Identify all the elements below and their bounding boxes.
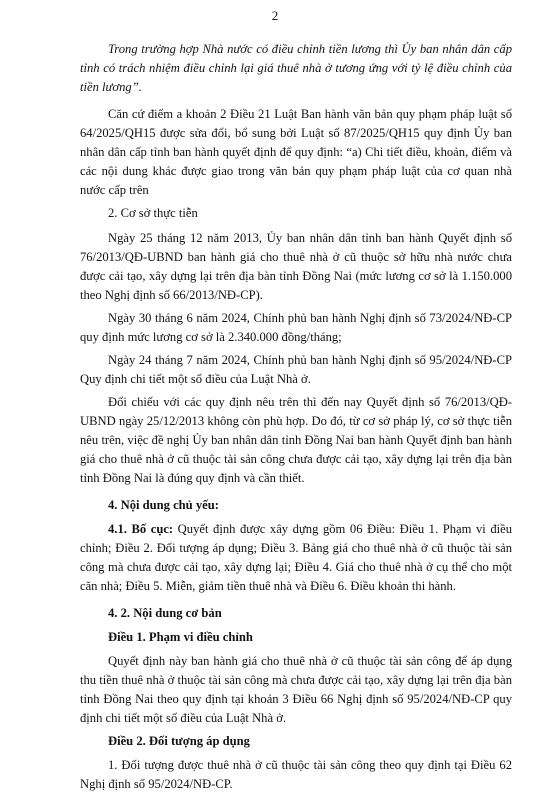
layout-text: Quyết định được xây dựng gồm 06 Điều: Điều 1. Phạm vi điều chỉnh; Điều 2. Đối tượng áp dụng; Điều 3. Bảng giá cho thuê nhà ở cũ thuộc tài sản công mà chưa được cải tạo, xây dựng lại; Điều 4. Giá cho thuê nhà ở cụ thể cho một căn nhà; Điều 5. Miễn, giảm tiền thuê nhà và Điều 6. Điều khoản thi hành. [80, 522, 513, 593]
paragraph-article-1: Quyết định này ban hành giá cho thuê nhà ở cũ thuộc tài sản công để áp dụng thu tiền thuê nhà ở thuộc tài sản công mà chưa được cải tạo, xây dựng lại trên địa bàn tỉnh Đồng Nai theo quy định tại khoản 3 Điều 66 Nghị định số 95/2024/NĐ-CP quy định chi tiết một số điều của Luật Nhà ở. [80, 654, 512, 725]
section-heading-basic-content: 4. 2. Nội dung cơ bản [108, 606, 222, 620]
section-heading-main-content: 4. Nội dung chủ yếu: [108, 498, 219, 512]
legal-basis-paragraph: Căn cứ điểm a khoản 2 Điều 21 Luật Ban hành văn bản quy phạm pháp luật số 64/2025/QH15 được sửa đổi, bổ sung bởi Luật số 87/2025/QH15 quy định Ủy ban nhân dân cấp tỉnh ban hành quyết định để quy định: “a) Chi tiết điều, khoản, điểm và các nội dung khác được giao trong văn bản quy phạm pháp luật của cơ quan nhà nước cấp trên [80, 107, 512, 197]
document-body [80, 40, 512, 798]
article-2-heading: Điều 2. Đối tượng áp dụng [108, 734, 250, 748]
page-number: 2 [271, 8, 279, 23]
section-heading-practical-basis: 2. Cơ sở thực tiễn [108, 206, 198, 220]
layout-label: 4.1. Bố cục: [108, 522, 174, 536]
paragraph-article-2-item-1: 1. Đối tượng được thuê nhà ở cũ thuộc tài sản công theo quy định tại Điều 62 Nghị định số 95/2024/NĐ-CP. [80, 758, 512, 791]
quoted-paragraph: Trong trường hợp Nhà nước có điều chỉnh tiền lương thì Ủy ban nhân dân cấp tỉnh có trách nhiệm điều chỉnh lại giá thuê nhà ở tương ứng với tỷ lệ điều chỉnh của tiền lương”. [80, 42, 512, 94]
paragraph-decree-73: Ngày 30 tháng 6 năm 2024, Chính phủ ban hành Nghị định số 73/2024/NĐ-CP quy định mức lương cơ sở là 2.340.000 đồng/tháng; [80, 311, 512, 344]
paragraph-layout [80, 520, 512, 596]
paragraph-decision-2013: Ngày 25 tháng 12 năm 2013, Ủy ban nhân dân tỉnh ban hành Quyết định số 76/2013/QĐ-UBND ban hành giá cho thuê nhà ở cũ thuộc sở hữu nhà nước chưa được cải tạo, xây dựng lại trên địa bàn tỉnh Đồng Nai (mức lương cơ sở là 1.150.000 theo Nghị định số 66/2013/NĐ-CP). [80, 231, 512, 302]
article-1-heading: Điều 1. Phạm vi điều chỉnh [108, 630, 253, 644]
paragraph-decree-95: Ngày 24 tháng 7 năm 2024, Chính phủ ban hành Nghị định số 95/2024/NĐ-CP Quy định chi tiết một số điều của Luật Nhà ở. [80, 353, 512, 386]
paragraph-comparison: Đối chiếu với các quy định nêu trên thì đến nay Quyết định số 76/2013/QĐ-UBND ngày 25/12/2013 không còn phù hợp. Do đó, từ cơ sở pháp lý, cơ sở thực tiễn nêu trên, việc đề nghị Ủy ban nhân dân tỉnh Đồng Nai ban hành Quyết định ban hành giá cho thuê nhà ở cũ thuộc tài sản công chưa được cải tạo, xây dựng lại trên địa bàn tỉnh Đồng Nai là đúng quy định và cần thiết. [80, 395, 512, 485]
